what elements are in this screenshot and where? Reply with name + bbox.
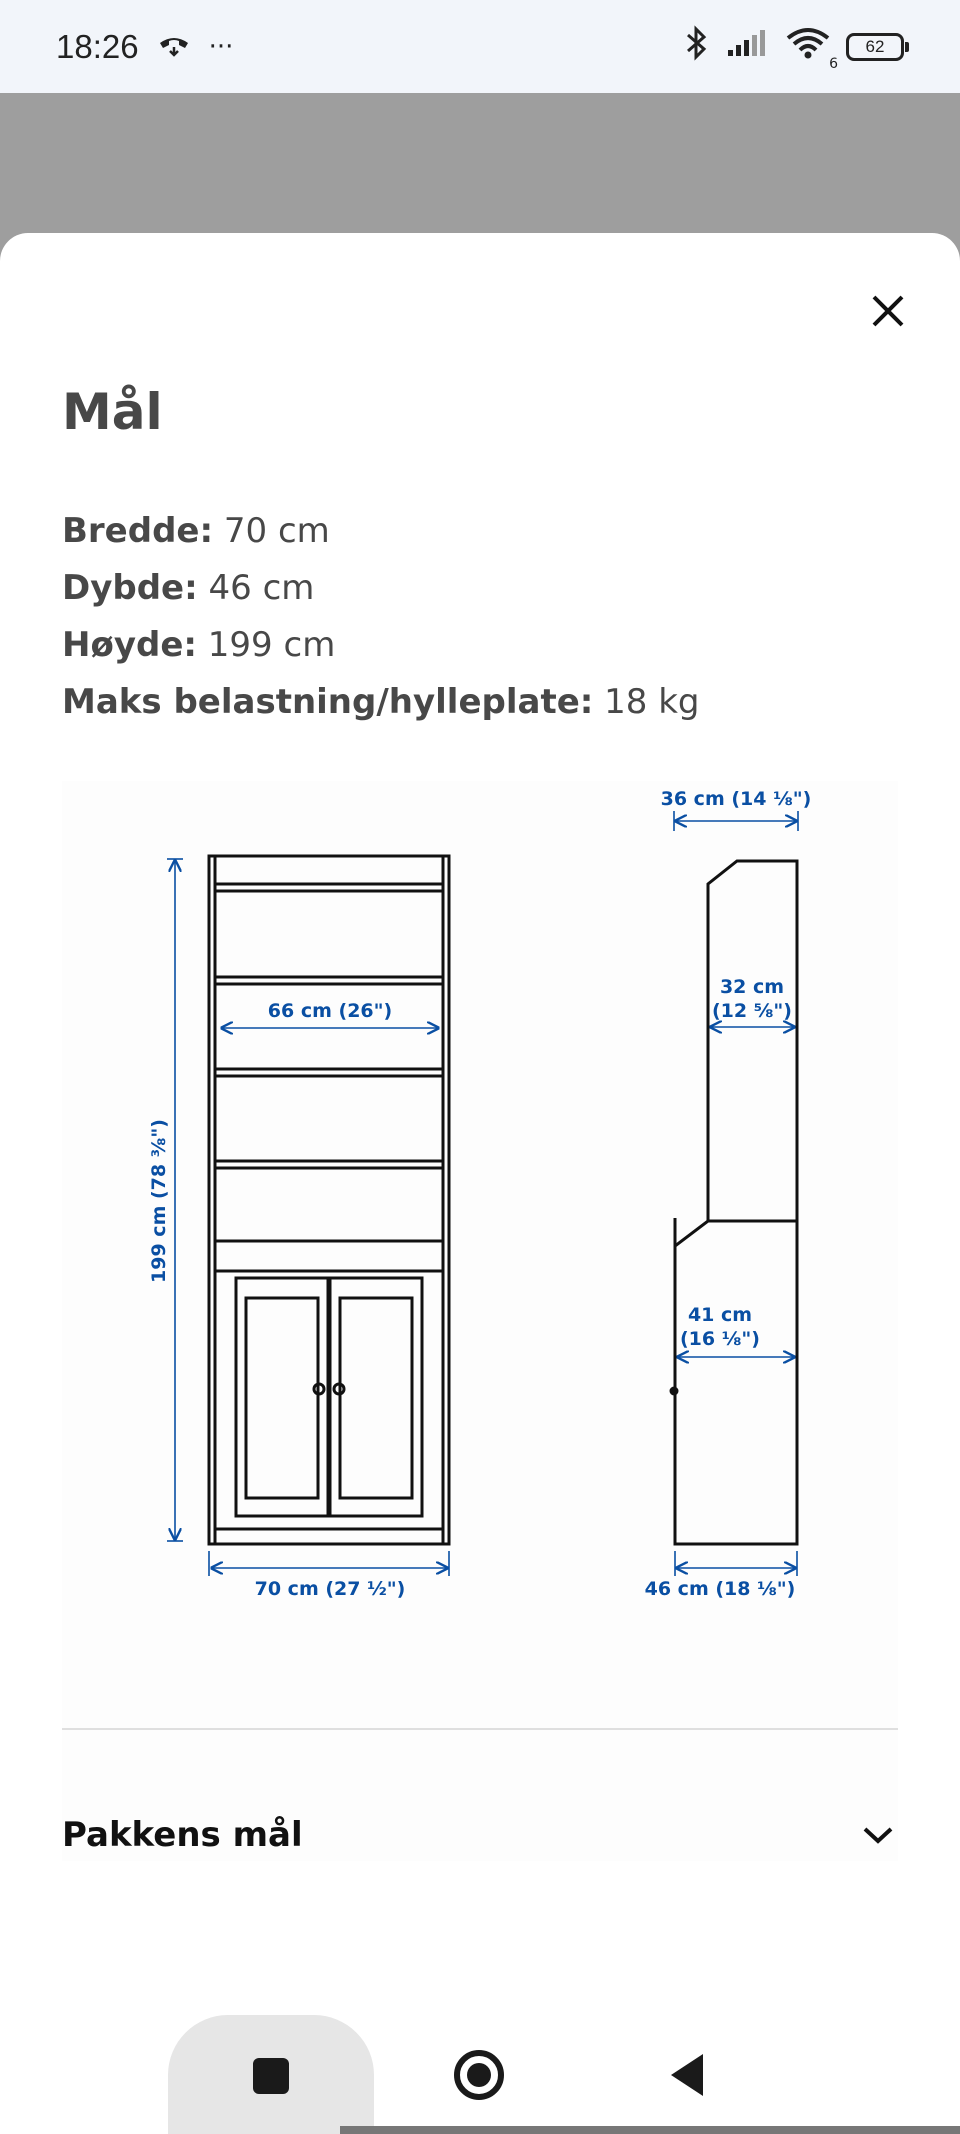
spec-label: Maks belastning/hylleplate:	[62, 682, 594, 722]
more-notifications-icon: ···	[208, 31, 234, 62]
wifi-icon	[786, 26, 838, 72]
upper-depth-label-line1: 32 cm	[719, 976, 785, 998]
spec-height	[62, 617, 922, 674]
width-dimension-label: 70 cm (27 ½")	[254, 1578, 406, 1600]
spec-depth	[62, 560, 922, 617]
dimensions-sheet	[0, 233, 960, 2134]
spec-list	[62, 503, 922, 731]
circle-icon	[451, 2047, 507, 2103]
package-dimensions-label: Pakkens mål	[62, 1815, 303, 1855]
wifi-sub-label: 6	[829, 55, 838, 72]
lower-depth-label-line2: (16 ⅛")	[680, 1328, 760, 1350]
spec-value: 70 cm	[213, 511, 330, 551]
phone-call-icon	[157, 29, 191, 65]
lower-depth-label-line1: 41 cm	[687, 1304, 753, 1326]
spec-max-load	[62, 674, 922, 731]
depth-dimension-label: 46 cm (18 ⅛")	[644, 1578, 796, 1600]
upper-depth-label-line2: (12 ⅝")	[712, 1000, 792, 1022]
close-button[interactable]	[860, 283, 916, 339]
chevron-down-icon	[858, 1815, 898, 1855]
spec-value: 18 kg	[593, 682, 700, 722]
inner-width-dimension-label: 66 cm (26")	[267, 1000, 393, 1022]
spec-label: Høyde:	[62, 625, 197, 665]
cell-signal-icon	[726, 28, 770, 66]
close-icon	[870, 293, 906, 329]
square-icon	[251, 2056, 291, 2096]
spec-label: Bredde:	[62, 511, 214, 551]
spec-value: 46 cm	[197, 568, 315, 608]
home-button[interactable]	[442, 2035, 516, 2115]
gesture-indicator	[340, 2126, 960, 2134]
recents-button[interactable]	[234, 2039, 308, 2113]
spec-label: Dybde:	[62, 568, 198, 608]
dimension-drawing	[62, 781, 898, 1861]
battery-icon	[846, 33, 904, 61]
package-dimensions-toggle[interactable]	[62, 1805, 898, 1865]
section-divider	[62, 1728, 898, 1730]
status-bar	[0, 0, 960, 93]
battery-level: 62	[865, 36, 885, 56]
back-button[interactable]	[650, 2037, 724, 2113]
system-navigation-bar	[0, 1995, 960, 2134]
height-dimension-label: 199 cm (78 ⅜")	[148, 1119, 170, 1283]
triangle-back-icon	[667, 2052, 707, 2098]
spec-width	[62, 503, 922, 560]
top-depth-dimension-label: 36 cm (14 ⅛")	[660, 788, 812, 810]
bluetooth-icon	[684, 25, 710, 69]
page-title: Mål	[62, 383, 163, 441]
status-time: 18:26	[56, 27, 139, 65]
spec-value: 199 cm	[196, 625, 336, 665]
